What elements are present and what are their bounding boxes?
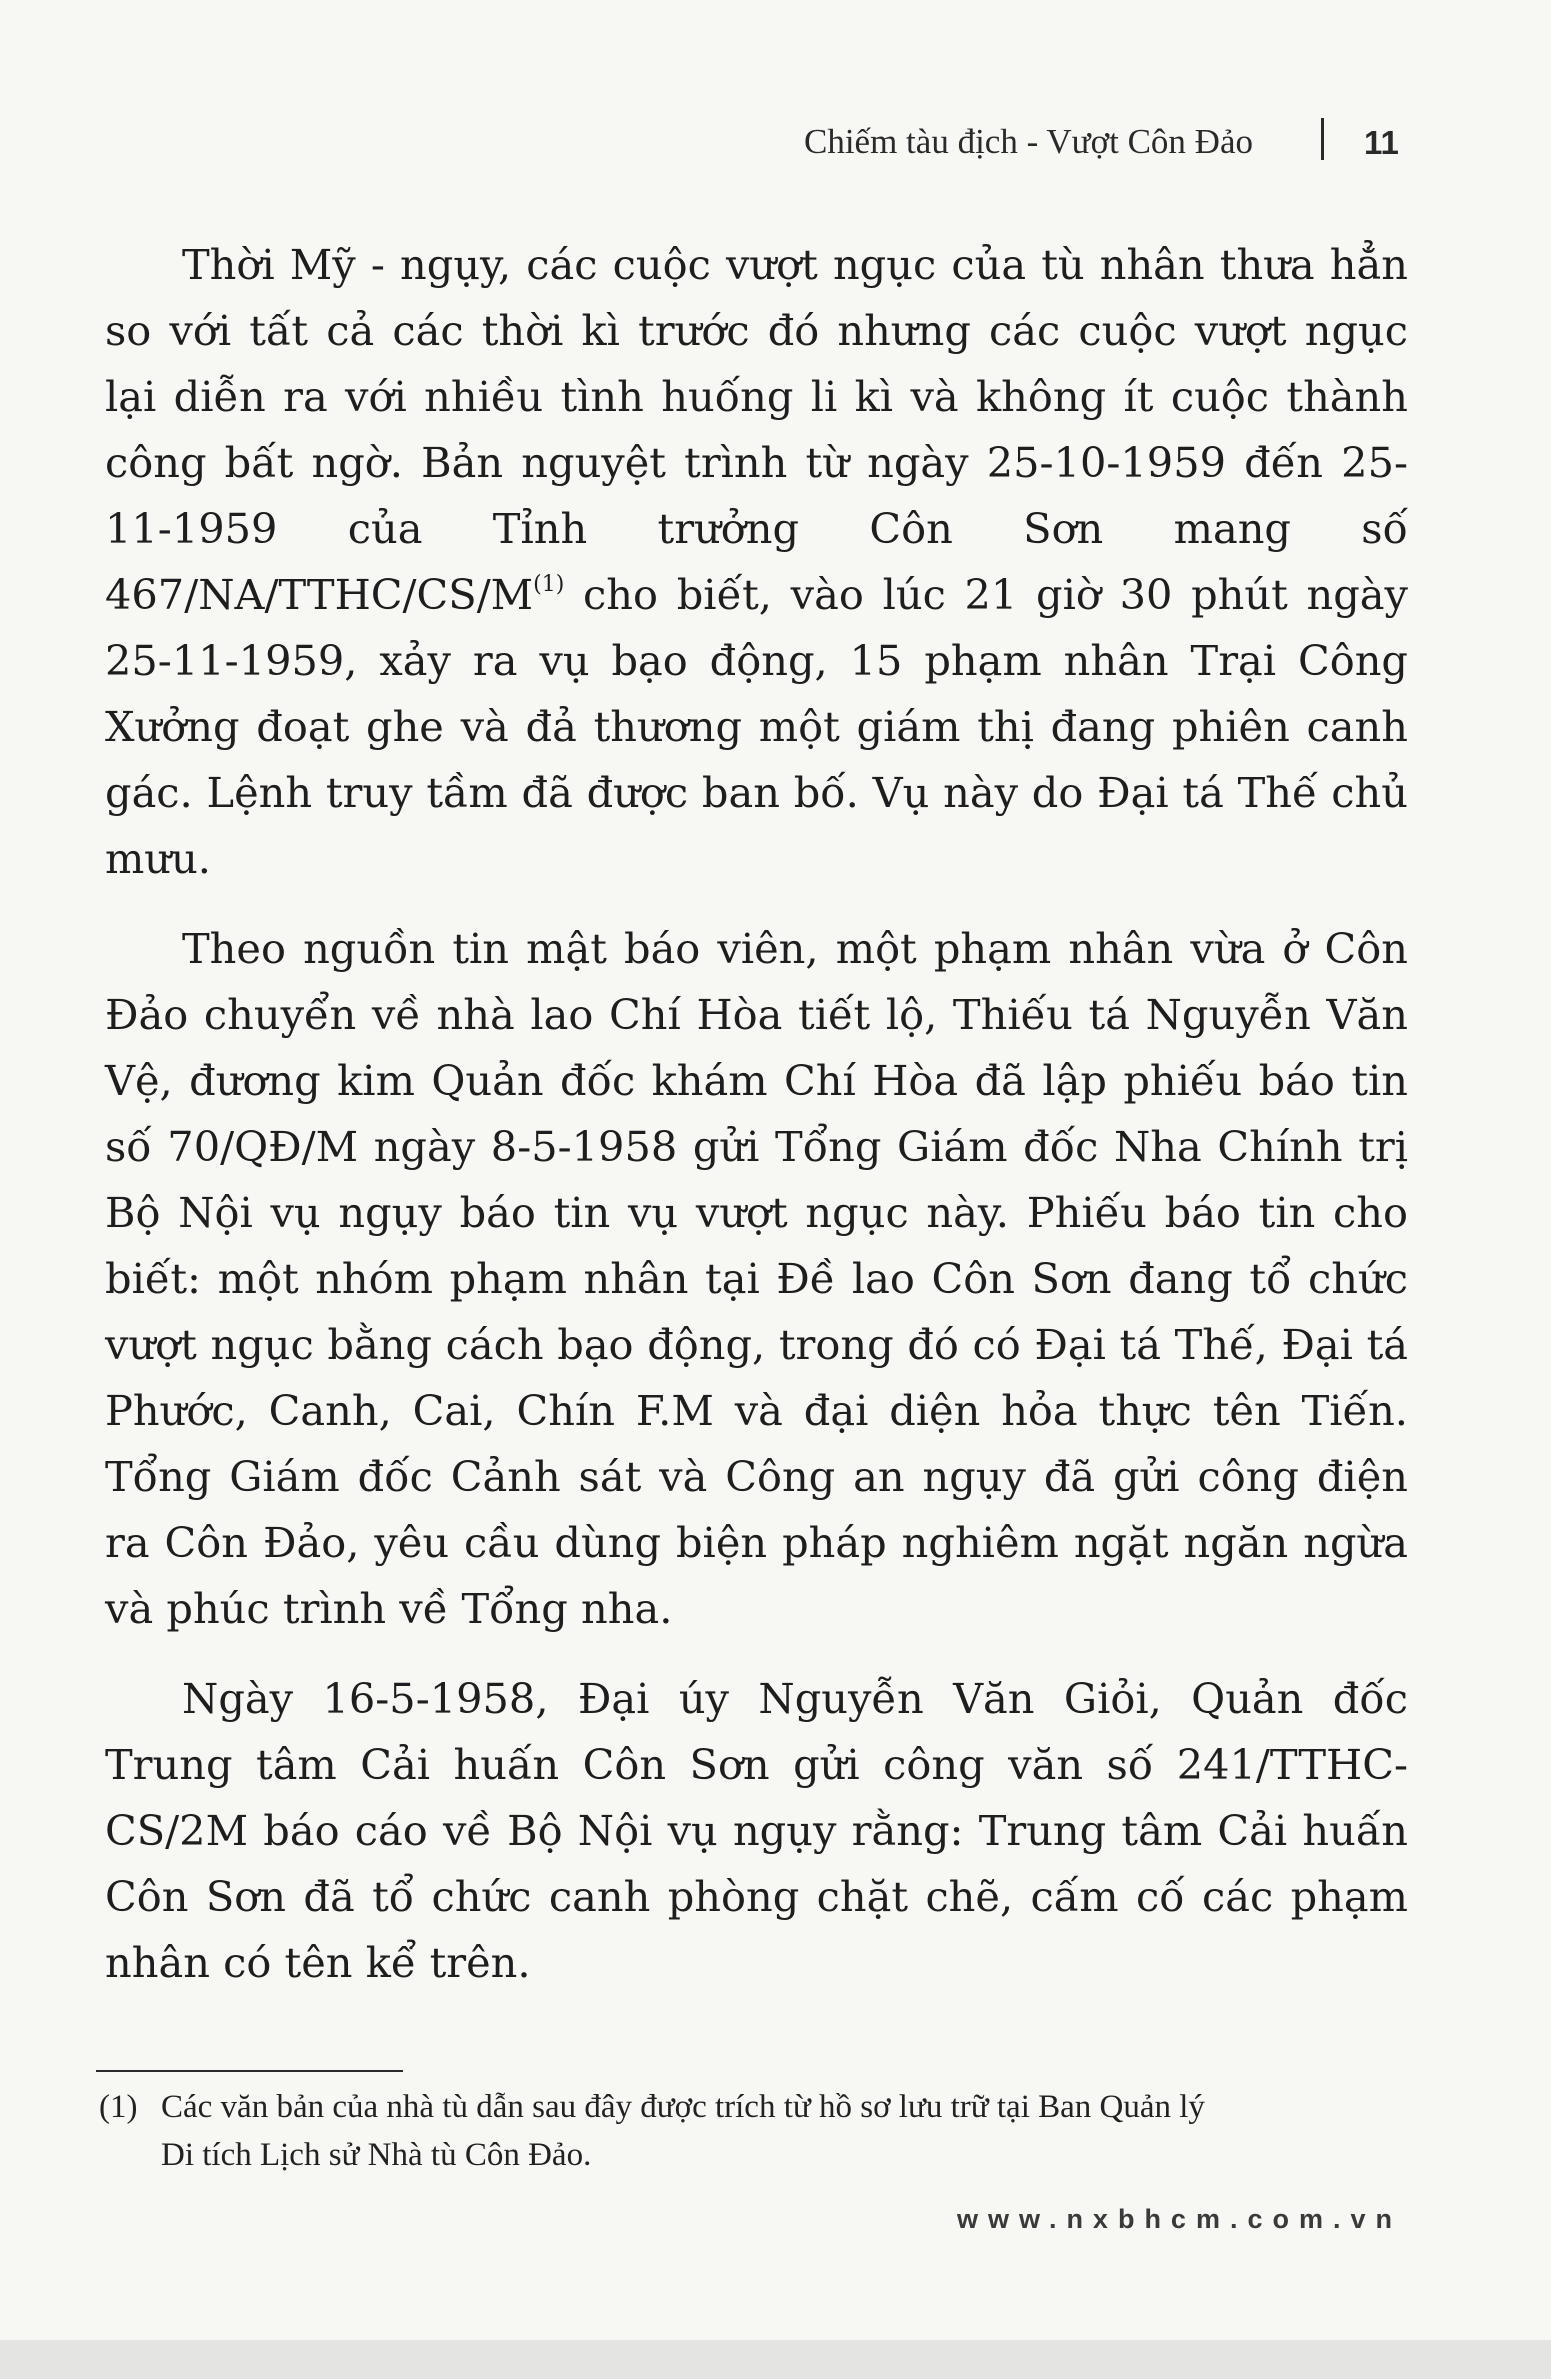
running-head-divider	[1321, 118, 1324, 160]
paragraph-1-text-before-ref: Thời Mỹ - ngụy, các cuộc vượt ngục của tù nhân thưa hẳn so với tất cả các thời kì trước đó nhưng các cuộc vượt ngục lại diễn ra với nhiều tình huống li kì và không ít cuộc thành công bất ngờ. Bản nguyệt trình từ ngày 25-10-1959 đến 25-11-1959 của Tỉnh trưởng Côn Sơn mang số 467/NA/TTHC/CS/M	[105, 240, 1408, 619]
footnote	[99, 2083, 1419, 2179]
running-head	[0, 118, 1551, 168]
footnote-text-line-2: Di tích Lịch sử Nhà tù Côn Đảo.	[161, 2137, 592, 2173]
footnote-line-1	[99, 2083, 1419, 2131]
footnote-text-line-1: Các văn bản của nhà tù dẫn sau đây được trích từ hồ sơ lưu trữ tại Ban Quản lý	[161, 2089, 1205, 2125]
running-title: Chiếm tàu địch - Vượt Côn Đảo	[803, 122, 1253, 161]
footnote-divider	[96, 2070, 403, 2072]
body-text	[105, 232, 1408, 1996]
paragraph-2: Theo nguồn tin mật báo viên, một phạm nhân vừa ở Côn Đảo chuyển về nhà lao Chí Hòa tiết lộ, Thiếu tá Nguyễn Văn Vệ, đương kim Quản đốc khám Chí Hòa đã lập phiếu báo tin số 70/QĐ/M ngày 8-5-1958 gửi Tổng Giám đốc Nha Chính trị Bộ Nội vụ ngụy báo tin vụ vượt ngục này. Phiếu báo tin cho biết: một nhóm phạm nhân tại Đề lao Côn Sơn đang tổ chức vượt ngục bằng cách bạo động, trong đó có Đại tá Thế, Đại tá Phước, Canh, Cai, Chín F.M và đại diện hỏa thực tên Tiến. Tổng Giám đốc Cảnh sát và Công an ngụy đã gửi công điện ra Côn Đảo, yêu cầu dùng biện pháp nghiêm ngặt ngăn ngừa và phúc trình về Tổng nha.	[105, 924, 1408, 1633]
paragraph-3: Ngày 16-5-1958, Đại úy Nguyễn Văn Giỏi, Quản đốc Trung tâm Cải huấn Côn Sơn gửi công văn số 241/TTHC-CS/2M báo cáo về Bộ Nội vụ ngụy rằng: Trung tâm Cải huấn Côn Sơn đã tổ chức canh phòng chặt chẽ, cấm cố các phạm nhân có tên kể trên.	[105, 1674, 1408, 1987]
footnote-marker: (1)	[99, 2089, 138, 2125]
publisher-website: www.nxbhcm.com.vn	[956, 2204, 1402, 2234]
footnote-reference: (1)	[533, 572, 565, 597]
paragraph-1	[105, 232, 1408, 892]
page-number: 11	[1364, 124, 1399, 161]
scan-edge	[0, 2340, 1551, 2379]
paragraph-1-text-after-ref: cho biết, vào lúc 21 giờ 30 phút ngày 25-11-1959, xảy ra vụ bạo động, 15 phạm nhân Trại Công Xưởng đoạt ghe và đả thương một giám thị đang phiên canh gác. Lệnh truy tầm đã được ban bố. Vụ này do Đại tá Thế chủ mưu.	[105, 570, 1408, 883]
